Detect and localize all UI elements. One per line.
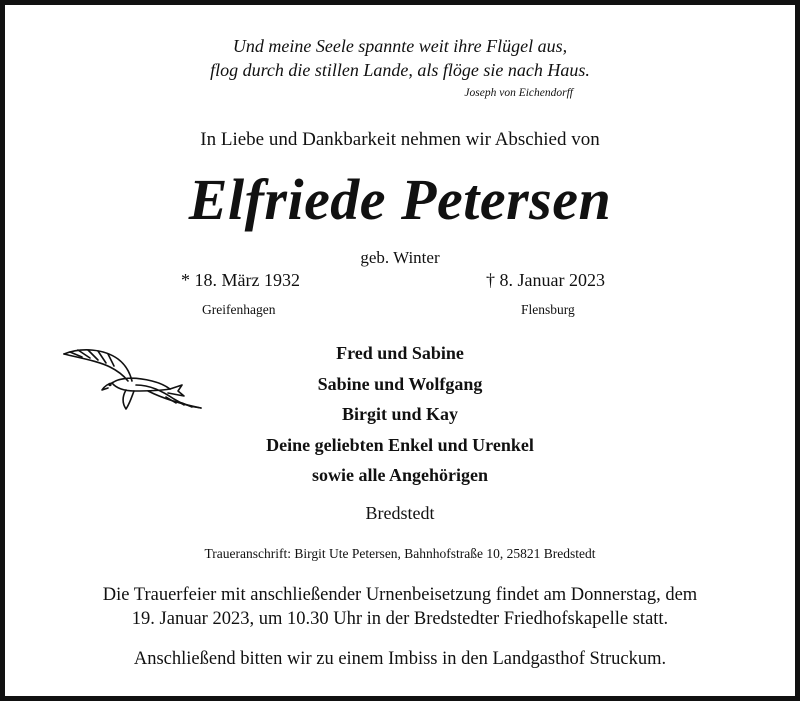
- mourning-address: Traueranschrift: Birgit Ute Petersen, Bahnhofstraße 10, 25821 Bredstedt: [204, 546, 596, 561]
- death-date: † 8. Januar 2023: [486, 270, 605, 290]
- death-place: Flensburg: [521, 302, 575, 317]
- poem-line-1: Und meine Seele spannte weit ihre Flügel aus,: [232, 36, 568, 56]
- service-line-2: 19. Januar 2023, um 10.30 Uhr in der Bredstedter Friedhofskapelle statt.: [131, 609, 669, 629]
- deceased-name: Elfriede Petersen: [188, 167, 612, 232]
- mourner-line: Birgit und Kay: [341, 404, 459, 424]
- poem-author: Joseph von Eichendorff: [464, 87, 573, 99]
- funeral-service-info: [5, 583, 795, 631]
- maiden-name: geb. Winter: [360, 248, 440, 267]
- mourner-line: sowie alle Angehörigen: [312, 465, 488, 485]
- birth-date: * 18. März 1932: [181, 270, 300, 290]
- mourner-line: Deine geliebten Enkel und Urenkel: [266, 434, 534, 455]
- mourner-line: Sabine und Wolfgang: [317, 373, 483, 394]
- city: Bredstedt: [365, 503, 435, 523]
- reception-info: Anschließend bitten wir zu einem Imbiss in den Landgasthof Struckum.: [133, 649, 667, 669]
- birth-place: Greifenhagen: [202, 302, 276, 317]
- poem-line-2: flog durch die stillen Lande, als flöge sie nach Haus.: [210, 60, 590, 80]
- mourner-line: Fred und Sabine: [336, 343, 464, 363]
- intro-text: In Liebe und Dankbarkeit nehmen wir Abschied von: [200, 129, 600, 150]
- service-line-1: Die Trauerfeier mit anschließender Urnenbeisetzung findet am Donnerstag, dem: [102, 585, 698, 605]
- mourners-list: [5, 338, 795, 491]
